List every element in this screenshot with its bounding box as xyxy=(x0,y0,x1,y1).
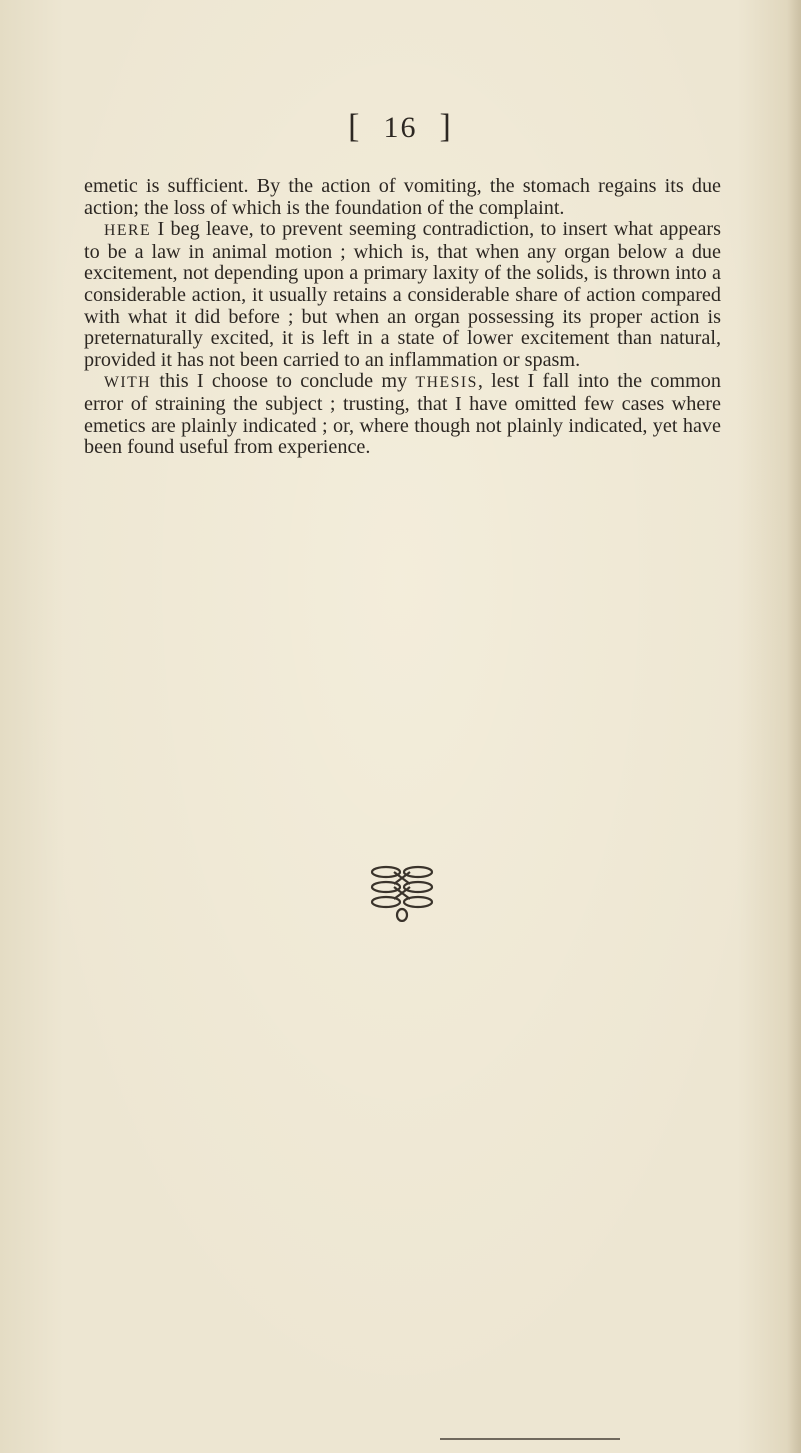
paragraph-3-text: this I choose to conclude my xyxy=(151,370,416,393)
bottom-rule xyxy=(440,1438,620,1440)
paragraph-3-thesis: THESIS xyxy=(415,374,478,392)
paragraph-3-lead: WITH xyxy=(104,374,152,392)
paragraph-2 xyxy=(84,219,721,371)
paragraph-1-text: emetic is sufficient. By the action of vomiting, the stomach regains its due action; the loss of which is the foundation of the complaint. xyxy=(84,175,721,219)
open-bracket: [ xyxy=(348,108,362,145)
page-edge-shadow xyxy=(787,0,801,1453)
page-number-value: 16 xyxy=(383,111,418,144)
paragraph-1 xyxy=(84,176,721,219)
paragraph-3-text-cont: , lest I fall into the common error of straining the subject ; trusting, that I have omitted few cases where emetics are plainly indicated ; or, where though not plainly indicated, yet have been found useful from experience. xyxy=(84,370,721,459)
body-text xyxy=(84,176,721,459)
paragraph-2-lead: HERE xyxy=(104,222,152,240)
page-number xyxy=(0,108,801,146)
tailpiece-ornament-icon xyxy=(364,862,440,922)
close-bracket: ] xyxy=(439,108,453,145)
paragraph-2-text: I beg leave, to prevent seeming contradiction, to insert what appears to be a law in animal motion ; which is, that when any organ below a due excitement, not depending upon a primary laxity of the solids, is thrown into a considerable action, it usually retains a considerable share of action compared with what it did before ; but when an organ possessing its proper action is preternaturally excited, it is left in a state of lower excitement than natural, provided it has not been carried to an inflammation or spasm. xyxy=(84,218,721,371)
paragraph-3 xyxy=(84,371,721,458)
